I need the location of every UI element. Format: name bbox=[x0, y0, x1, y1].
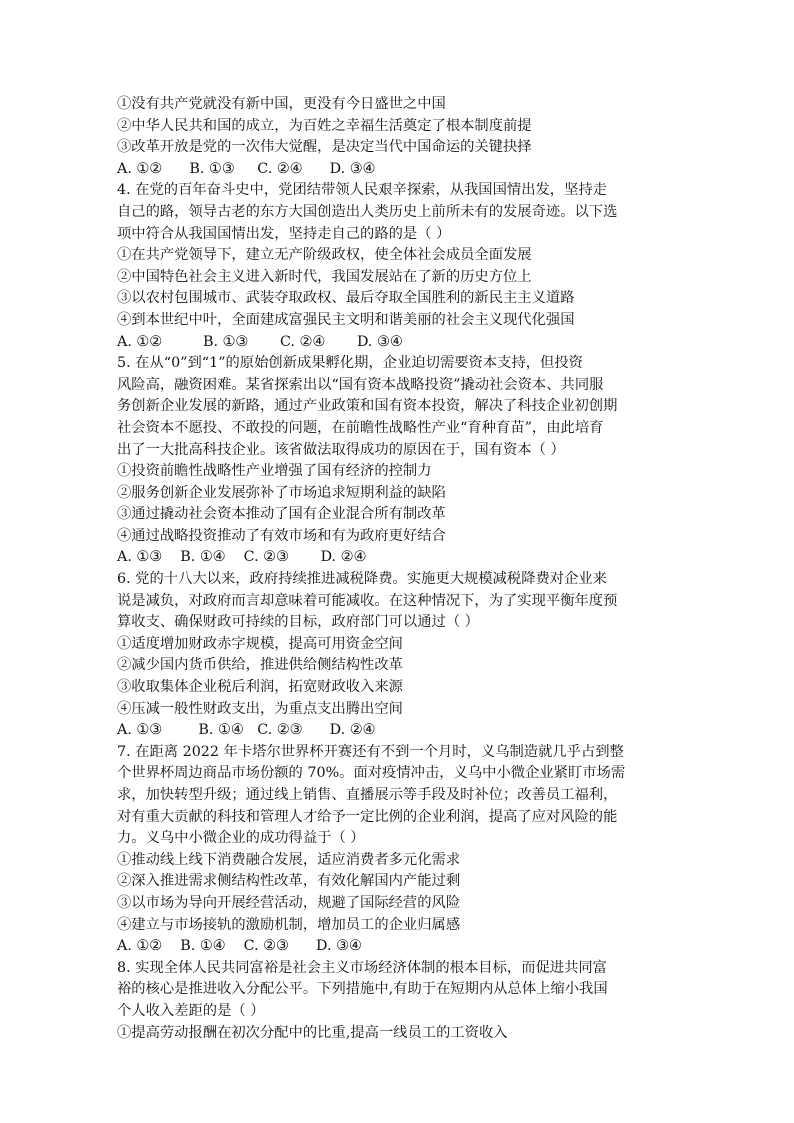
question-text-line: 5. 在从“0”到“1”的原始创新成果孵化期，企业迫切需要资本支持，但投资 bbox=[117, 355, 583, 372]
answer-choices: A. ①③ B. ①④ C. ②③ D. ②④ bbox=[117, 549, 367, 566]
statement-line: ④压减一般性财政支出，为重点支出腾出空间 bbox=[117, 700, 403, 717]
statement-line: ①投资前瞻性战略性产业增强了国有经济的控制力 bbox=[117, 463, 432, 480]
question-text-line: 务创新企业发展的新路，通过产业政策和国有资本投资，解决了科技企业初创期 bbox=[117, 398, 618, 415]
statement-line: ①在共产党领导下，建立无产阶级政权，使全体社会成员全面发展 bbox=[117, 247, 532, 264]
question-text-line: 个世界杯周边商品市场份额的 70%。面对疫情冲击，义乌中小微企业紧盯市场需 bbox=[117, 765, 626, 782]
statement-line: ②中华人民共和国的成立，为百姓之幸福生活奠定了根本制度前提 bbox=[117, 117, 532, 134]
statement-line: ②中国特色社会主义进入新时代，我国发展站在了新的历史方位上 bbox=[117, 268, 532, 285]
statement-line: ④建立与市场接轨的激励机制，增加员工的企业归属感 bbox=[117, 916, 461, 933]
statement-line: ②服务创新企业发展弥补了市场追求短期利益的缺陷 bbox=[117, 484, 446, 501]
question-text-line: 出了一大批高科技企业。该省做法取得成功的原因在于，国有资本（ ） bbox=[117, 441, 565, 458]
question-text-line: 算收支、确保财政可持续的目标，政府部门可以通过（ ） bbox=[117, 614, 479, 631]
question-text-line: 7. 在距离 2022 年卡塔尔世界杯开赛还有不到一个月时，义乌制造就几乎占到整 bbox=[117, 743, 624, 760]
statement-line: ④到本世纪中叶，全面建成富强民主文明和谐美丽的社会主义现代化强国 bbox=[117, 311, 575, 328]
statement-line: ③以农村包围城市、武装夺取政权、最后夺取全国胜利的新民主主义道路 bbox=[117, 290, 575, 307]
answer-choices: A. ①② B. ①③ C. ②④ D. ③④ bbox=[117, 333, 403, 350]
question-text-line: 6. 党的十八大以来，政府持续推进减税降费。实施更大规模减税降费对企业来 bbox=[117, 571, 607, 588]
statement-line: ①推动线上线下消费融合发展，适应消费者多元化需求 bbox=[117, 851, 461, 868]
statement-line: ③改革开放是党的一次伟大觉醒，是决定当代中国命运的关键抉择 bbox=[117, 139, 532, 156]
question-text-line: 自己的路，领导古老的东方大国创造出人类历史上前所未有的发展奇迹。以下选 bbox=[117, 203, 618, 220]
question-text-line: 风险高，融资困难。某省探索出以“国有资本战略投资”撬动社会资本、共同服 bbox=[117, 376, 604, 393]
statement-line: ③收取集体企业税后利润，拓宽财政收入来源 bbox=[117, 679, 403, 696]
question-text-line: 裕的核心是推进收入分配公平。下列措施中,有助于在短期内从总体上缩小我国 bbox=[117, 981, 608, 998]
question-text-line: 社会资本不愿投、不敢投的问题，在前瞻性战略性产业“育种育苗”，由此培育 bbox=[117, 419, 604, 436]
answer-choices: A. ①③ B. ①④ C. ②③ D. ②④ bbox=[117, 722, 376, 739]
question-text-line: 求，加快转型升级；通过线上销售、直播展示等手段及时补位；改善员工福利， bbox=[117, 787, 618, 803]
statement-line: ②减少国内货币供给，推进供给侧结构性改革 bbox=[117, 657, 403, 674]
statement-line: ④通过战略投资推动了有效市场和有为政府更好结合 bbox=[117, 527, 446, 544]
question-text-line: 项中符合从我国国情出发，坚持走自己的路的是（ ） bbox=[117, 225, 451, 242]
question-text-line: 说是减负，对政府而言却意味着可能减收。在这种情况下，为了实现平衡年度预 bbox=[117, 592, 618, 609]
answer-choices: A. ①② B. ①③ C. ②④ D. ③④ bbox=[117, 160, 376, 177]
exam-page bbox=[117, 94, 697, 1044]
answer-choices: A. ①② B. ①④ C. ②③ D. ③④ bbox=[117, 938, 362, 955]
question-text-line: 8. 实现全体人民共同富裕是社会主义市场经济体制的根本目标，而促进共同富 bbox=[117, 959, 607, 976]
question-text-line: 力。义乌中小微企业的成功得益于（ ） bbox=[117, 830, 365, 847]
statement-line: ③以市场为导向开展经营活动，规避了国际经营的风险 bbox=[117, 894, 461, 911]
question-text-line: 4. 在党的百年奋斗史中，党团结带领人民艰辛探索，从我国国情出发，坚持走 bbox=[117, 182, 607, 199]
question-text-line: 个人收入差距的是（ ） bbox=[117, 1002, 265, 1019]
statement-line: ①提高劳动报酬在初次分配中的比重,提高一线员工的工资收入 bbox=[117, 1024, 508, 1041]
statement-line: ③通过撬动社会资本推动了国有企业混合所有制改革 bbox=[117, 506, 446, 523]
statement-line: ②深入推进需求侧结构性改革，有效化解国内产能过剩 bbox=[117, 873, 461, 890]
statement-line: ①适度增加财政赤字规模，提高可用资金空间 bbox=[117, 635, 403, 652]
statement-line: ①没有共产党就没有新中国，更没有今日盛世之中国 bbox=[117, 96, 446, 112]
question-text-line: 对有重大贡献的科技和管理人才给予一定比例的企业利润，提高了应对风险的能 bbox=[117, 808, 618, 825]
